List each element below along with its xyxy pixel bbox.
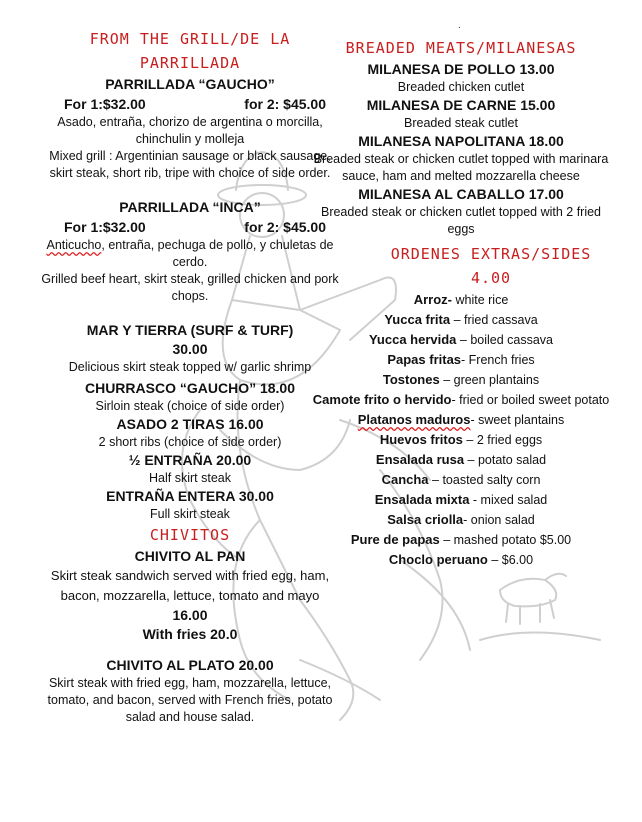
item-name: ENTRAÑA ENTERA 30.00 [106, 488, 274, 504]
side-name: Papas fritas [387, 352, 462, 367]
item-description: Half skirt steak [149, 471, 231, 485]
sides-list [306, 290, 616, 570]
item-price: 30.00 [172, 341, 208, 357]
side-name: Camote frito o hervido [312, 392, 452, 407]
breaded-heading: BREADED MEATS/MILANESAS [345, 39, 577, 57]
price-for-2: for 2: $45.00 [244, 96, 326, 112]
side-description: – fried cassava [450, 313, 538, 327]
description-rest: , entraña, pechuga de pollo, y chuletas de cerdo. [101, 238, 334, 269]
side-description: – green plantains [439, 373, 540, 387]
item-description-es: Asado, entraña, chorizo de argentina o morcilla, chinchulin y molleja [57, 115, 323, 146]
item-price: 16.00 [172, 607, 208, 623]
side-description: - mixed salad [469, 493, 548, 507]
side-item [306, 450, 616, 470]
anticucho-word: Anticucho [46, 238, 102, 252]
side-description: – 2 fried eggs [462, 433, 543, 447]
stray-dot: . [458, 20, 461, 31]
item-name: PARRILLADA “GAUCHO” [105, 76, 275, 92]
side-item [306, 530, 616, 550]
item-name: ASADO 2 TIRAS 16.00 [116, 416, 264, 432]
sides-price: 4.00 [470, 269, 512, 287]
side-item [306, 430, 616, 450]
grill-heading: FROM THE GRILL/DE LA [89, 30, 291, 48]
side-name: Yucca frita [384, 312, 451, 327]
side-name: Cancha [381, 472, 429, 487]
sides-heading: ORDENES EXTRAS/SIDES [390, 245, 592, 263]
right-column [306, 20, 616, 570]
side-item [306, 350, 616, 370]
side-item [306, 490, 616, 510]
side-item [306, 330, 616, 350]
side-description: – toasted salty corn [428, 473, 541, 487]
item-name: CHIVITO AL PLATO 20.00 [106, 657, 274, 673]
side-name: Ensalada mixta [374, 492, 470, 507]
side-name: Choclo peruano [388, 552, 488, 567]
side-description: - onion salad [463, 513, 535, 527]
item-name: MILANESA DE CARNE 15.00 [366, 97, 556, 113]
item-name: MILANESA NAPOLITANA 18.00 [358, 133, 564, 149]
item-description: Delicious skirt steak topped w/ garlic shrimp [68, 360, 312, 374]
item-description: Skirt steak with fried egg, ham, mozzarella, lettuce, tomato, and bacon, served with French fries, potato salad and house salad. [47, 676, 333, 724]
item-name: MAR Y TIERRA (SURF & TURF) [86, 322, 294, 338]
item-name: CHURRASCO “GAUCHO” 18.00 [84, 380, 296, 396]
item-description: Breaded chicken cutlet [397, 80, 525, 94]
item-name: PARRILLADA “INCA” [119, 199, 261, 215]
side-name: Salsa criolla [387, 512, 464, 527]
side-name: Arroz- [413, 292, 452, 307]
item-description: 2 short ribs (choice of side order) [98, 435, 282, 449]
side-name: Yucca hervida [368, 332, 457, 347]
side-description: – $6.00 [487, 553, 534, 567]
chivitos-heading: CHIVITOS [149, 526, 231, 544]
side-description: – boiled cassava [456, 333, 554, 347]
item-description: Full skirt steak [150, 507, 230, 521]
side-name: Huevos fritos [379, 432, 463, 447]
item-description-en: Mixed grill : Argentinian sausage or black sausage, skirt steak, short rib, tripe with choice of side order. [49, 149, 331, 180]
side-name: Pure de papas [350, 532, 440, 547]
item-description-es [40, 237, 340, 271]
item-name: MILANESA AL CABALLO 17.00 [358, 186, 564, 202]
side-item [306, 470, 616, 490]
side-description: – potato salad [464, 453, 547, 467]
side-description: - sweet plantains [470, 413, 565, 427]
side-item [306, 390, 616, 410]
item-description: Breaded steak cutlet [404, 116, 518, 130]
side-item [306, 370, 616, 390]
side-description: - fried or boiled sweet potato [451, 393, 610, 407]
side-name: Ensalada rusa [375, 452, 465, 467]
side-name: Tostones [382, 372, 440, 387]
item-prices [40, 217, 340, 237]
side-item [306, 410, 616, 430]
side-item [306, 550, 616, 570]
item-name: CHIVITO AL PAN [134, 548, 246, 564]
item-description: Sirloin steak (choice of side order) [95, 399, 285, 413]
item-name: ½ ENTRAÑA 20.00 [128, 452, 252, 468]
item-description: Skirt steak sandwich served with fried egg, ham, bacon, mozzarella, lettuce, tomato and mayo [50, 568, 330, 603]
side-description: – mashed potato $5.00 [439, 533, 572, 547]
item-name: MILANESA DE POLLO 13.00 [367, 61, 555, 77]
item-description-en: Grilled beef heart, skirt steak, grilled chicken and pork chops. [41, 272, 339, 303]
price-for-1: For 1:$32.00 [64, 96, 146, 112]
left-column [40, 27, 340, 726]
side-description: white rice [452, 293, 509, 307]
price-for-1: For 1:$32.00 [64, 219, 146, 235]
price-for-2: for 2: $45.00 [244, 219, 326, 235]
item-description: Breaded steak or chicken cutlet topped with 2 fried eggs [320, 205, 602, 236]
item-prices [40, 94, 340, 114]
side-item [306, 290, 616, 310]
side-description: - French fries [461, 353, 535, 367]
side-name: Platanos maduros [357, 412, 471, 427]
side-item [306, 510, 616, 530]
side-item [306, 310, 616, 330]
grill-heading-line2: PARRILLADA [139, 54, 241, 72]
item-fries-price: With fries 20.0 [142, 626, 238, 642]
item-description: Breaded steak or chicken cutlet topped with marinara sauce, ham and melted mozzarella cheese [313, 152, 609, 183]
